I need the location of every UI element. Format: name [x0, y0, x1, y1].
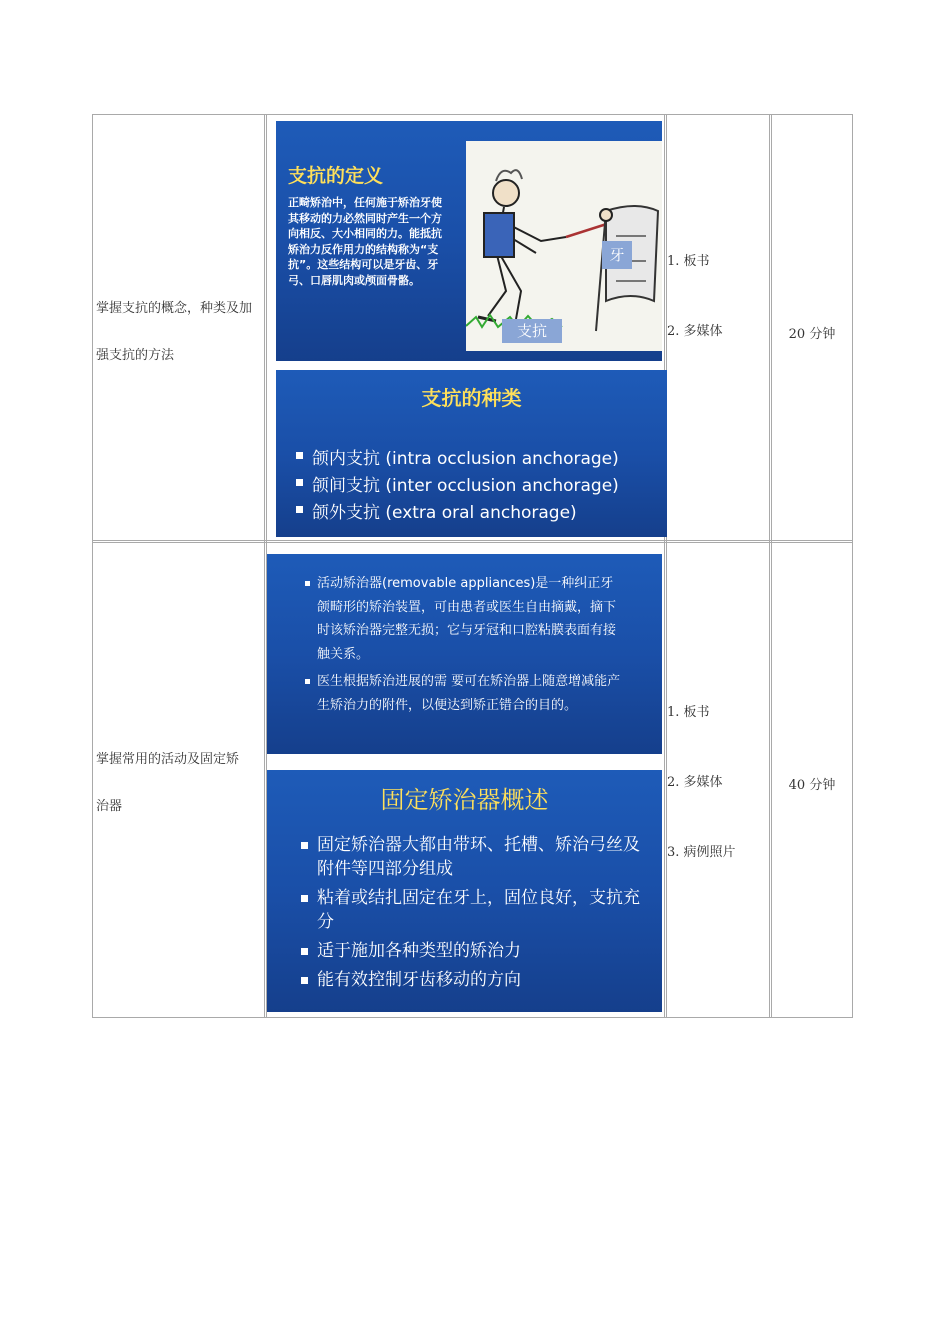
bullet-item	[296, 471, 666, 498]
method-item: 1. 板书	[667, 705, 710, 720]
slide-body: 正畸矫治中，任何施于矫治牙使其移动的力必然同时产生一个方向相反、大小相同的力。能抵抗矫治力反作用力的结构称为“支抗”。这些结构可以是牙齿、牙弓、口唇肌肉或颅面骨骼。	[288, 196, 442, 287]
bullet-item	[305, 572, 625, 666]
slide-fixed-appliance	[267, 770, 662, 1012]
bullet-text: 活动矫治器(removable appliances)是一种纠正牙颌畸形的矫治装置，可由患者或医生自由摘戴，摘下时该矫治器完整无损；它与牙冠和口腔粘膜表面有接触关系。	[317, 576, 617, 662]
slide-removable-appliance	[267, 554, 662, 754]
bullet-icon	[301, 977, 308, 984]
bullet-list	[296, 444, 666, 525]
bullet-item	[305, 670, 625, 717]
bullet-text: 固定矫治器大都由带环、托槽、矫治弓丝及附件等四部分组成	[317, 835, 640, 879]
bullet-text: 能有效控制牙齿移动的方向	[317, 970, 521, 990]
cartoon-illustration	[466, 141, 662, 351]
bullet-text: 颌内支抗 (intra occlusion anchorage)	[312, 449, 619, 469]
bullet-item	[301, 833, 641, 881]
bullet-icon	[296, 506, 303, 513]
bullet-item	[296, 498, 666, 525]
bullet-item	[301, 939, 641, 963]
objective-cell	[94, 736, 264, 830]
bullet-text: 粘着或结扎固定在牙上，固位良好，支抗充分	[317, 888, 640, 932]
method-item: 2. 多媒体	[667, 775, 723, 790]
bullet-item	[301, 968, 641, 992]
bullet-icon	[301, 948, 308, 955]
tug-of-war-cartoon-icon	[466, 141, 662, 351]
tooth-label: 牙	[602, 241, 632, 269]
objective-cell	[94, 285, 264, 379]
row-divider	[93, 540, 852, 543]
time-cell: 40 分钟	[788, 778, 836, 793]
anchorage-label: 支抗	[502, 319, 562, 343]
slide-anchorage-definition	[276, 121, 662, 361]
methods-cell	[667, 252, 767, 392]
method-item: 1. 板书	[667, 254, 710, 269]
bullet-text: 颌间支抗 (inter occlusion anchorage)	[312, 476, 619, 496]
time-cell: 20 分钟	[788, 327, 836, 342]
method-item: 3. 病例照片	[667, 845, 736, 860]
bullet-list	[301, 833, 641, 992]
bullet-icon	[305, 679, 310, 684]
bullet-list	[305, 572, 625, 717]
bullet-text: 颌外支抗 (extra oral anchorage)	[312, 503, 577, 523]
objective-line: 掌握常用的活动及固定矫	[96, 752, 240, 767]
slide-title: 支抗的定义	[288, 165, 384, 187]
bullet-icon	[301, 842, 308, 849]
bullet-text: 适于施加各种类型的矫治力	[317, 941, 521, 961]
slide-title: 支抗的种类	[421, 386, 522, 410]
objective-line: 治器	[96, 799, 123, 814]
slide-title: 固定矫治器概述	[380, 786, 549, 814]
slide-anchorage-types	[276, 370, 667, 537]
bullet-item	[296, 444, 666, 471]
method-item: 2. 多媒体	[667, 324, 723, 339]
bullet-icon	[305, 581, 310, 586]
bullet-icon	[301, 895, 308, 902]
objective-line: 掌握支抗的概念，种类及加	[96, 301, 253, 316]
bullet-icon	[296, 452, 303, 459]
bullet-item	[301, 886, 641, 934]
bullet-icon	[296, 479, 303, 486]
objective-line: 强支抗的方法	[96, 348, 175, 363]
bullet-text: 医生根据矫治进展的需 要可在矫治器上随意增减能产生矫治力的附件，以便达到矫正错合的目的。	[317, 674, 621, 713]
lesson-table	[92, 114, 853, 1018]
methods-cell	[667, 703, 767, 913]
column-divider	[769, 115, 772, 1017]
